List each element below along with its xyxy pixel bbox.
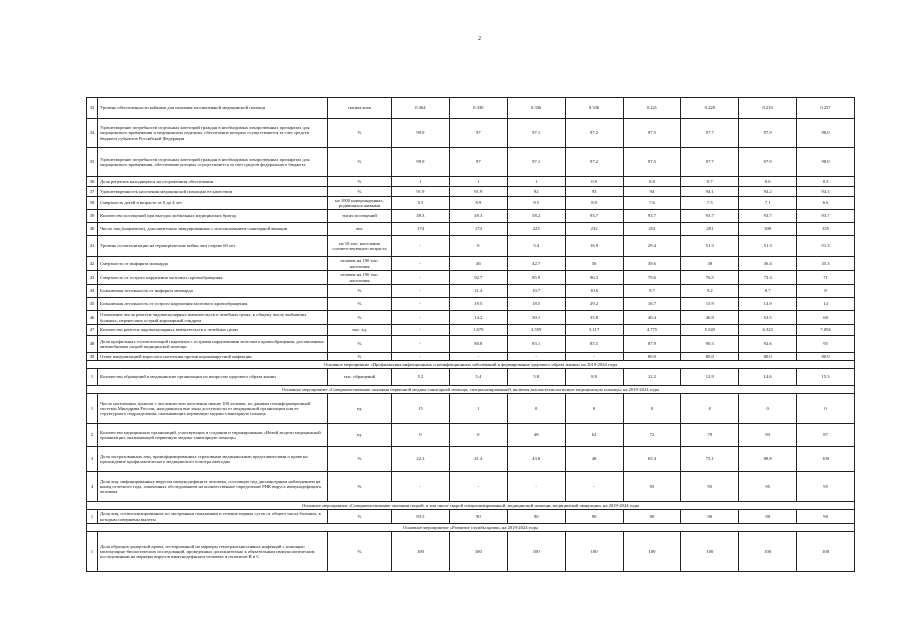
value-cell: 5.4: [507, 236, 565, 257]
table-row: [87, 236, 855, 257]
unit-of-measure: %: [328, 510, 392, 524]
unit-of-measure: ед.: [328, 394, 392, 424]
value-cell: 49.3: [392, 210, 450, 223]
unit-of-measure: тыс. ед.: [328, 325, 392, 336]
value-cell: 0: [507, 394, 565, 424]
value-cell: 49.3: [449, 210, 507, 223]
value-cell: 91.9: [392, 187, 450, 197]
value-cell: 100: [681, 532, 739, 572]
value-cell: -: [392, 325, 450, 336]
row-number: 49: [87, 353, 98, 361]
value-cell: 97.5: [623, 119, 681, 148]
value-cell: 7.094: [797, 325, 855, 336]
value-cell: 7.5: [681, 197, 739, 210]
value-cell: 94: [623, 187, 681, 197]
value-cell: 46.9: [681, 311, 739, 325]
value-cell: 97.9: [739, 119, 797, 148]
table-row: [87, 510, 855, 524]
indicator-name: Доля рецептов находящихся на отсроченном обеспечении: [98, 177, 328, 187]
value-cell: 75.1: [681, 447, 739, 472]
section-header-row: [87, 502, 855, 510]
table-row: [87, 353, 855, 361]
value-cell: 48: [507, 424, 565, 447]
value-cell: 88.8: [739, 447, 797, 472]
value-cell: 1: [449, 394, 507, 424]
indicator-name: Смертность от инфаркта миокарда: [98, 257, 328, 271]
value-cell: 93.7: [797, 210, 855, 223]
value-cell: 18.5: [507, 298, 565, 311]
value-cell: 90: [565, 510, 623, 524]
unit-of-measure: чел.: [328, 223, 392, 236]
value-cell: 4.775: [623, 325, 681, 336]
value-cell: 5.4: [449, 369, 507, 386]
row-number: 35: [87, 148, 98, 177]
value-cell: 93.7: [739, 210, 797, 223]
indicator-name: Число лиц (пациентов), дополнительно эвакуированных с использованием санитарной авиации: [98, 223, 328, 236]
value-cell: 97.1: [507, 119, 565, 148]
value-cell: 100: [392, 532, 450, 572]
indicator-name: Больничная летальность от инфаркта миокарда: [98, 285, 328, 298]
indicator-name: Доля профильных госпитализаций пациентов с острыми нарушениями мозгового кровообращения, доставленных автомобилями скорой медицинской помощи: [98, 336, 328, 353]
unit-of-measure: %: [328, 298, 392, 311]
value-cell: 79.6: [623, 271, 681, 285]
table-row: [87, 424, 855, 447]
value-cell: 96.3: [565, 271, 623, 285]
table-row: [87, 311, 855, 325]
table-row: [87, 119, 855, 148]
value-cell: 1: [507, 177, 565, 187]
value-cell: 80.0: [797, 353, 855, 361]
value-cell: 0: [449, 236, 507, 257]
row-number: 48: [87, 336, 98, 353]
row-number: 33: [87, 98, 98, 119]
row-number: 41: [87, 236, 98, 257]
value-cell: 7.6: [623, 197, 681, 210]
value-cell: 35.3: [797, 257, 855, 271]
table-row: [87, 472, 855, 502]
value-cell: 15: [392, 394, 450, 424]
value-cell: 1: [449, 177, 507, 187]
value-cell: 90: [449, 510, 507, 524]
table-row: [87, 223, 855, 236]
page-number: 2: [478, 36, 481, 42]
value-cell: 0: [449, 424, 507, 447]
value-cell: 174: [449, 223, 507, 236]
value-cell: 8.5: [507, 197, 565, 210]
value-cell: 0.228: [681, 98, 739, 119]
value-cell: 12.2: [623, 369, 681, 386]
value-cell: 56: [565, 257, 623, 271]
value-cell: -: [392, 298, 450, 311]
table-row: [87, 197, 855, 210]
table-row: [87, 187, 855, 197]
value-cell: 79: [681, 424, 739, 447]
row-number: 1: [87, 510, 98, 524]
indicator-name: Количество медицинских организаций, участвующих в создании и тиражировании «Новой модели медицинской организации, оказывающей первичную медико-санитарную помощь»: [98, 424, 328, 447]
section-header-row: [87, 524, 855, 532]
value-cell: 42.7: [507, 257, 565, 271]
table-row: [87, 325, 855, 336]
value-cell: 97.5: [623, 148, 681, 177]
value-cell: 97.9: [739, 148, 797, 177]
value-cell: 97.1: [507, 148, 565, 177]
value-cell: 36.4: [739, 257, 797, 271]
value-cell: 22.3: [392, 447, 450, 472]
value-cell: -: [449, 353, 507, 361]
unit-of-measure: %: [328, 447, 392, 472]
value-cell: 51.3: [681, 236, 739, 257]
value-cell: 97.7: [681, 119, 739, 148]
value-cell: -: [392, 271, 450, 285]
value-cell: 92: [507, 187, 565, 197]
table-row: [87, 98, 855, 119]
value-cell: 80.0: [623, 353, 681, 361]
table-row: [87, 394, 855, 424]
value-cell: 97.7: [681, 148, 739, 177]
value-cell: 83: [739, 424, 797, 447]
table-row: [87, 210, 855, 223]
value-cell: 93.7: [681, 210, 739, 223]
value-cell: 0.336: [507, 98, 565, 119]
row-number: 1: [87, 394, 98, 424]
indicator-name: Больничная летальность от острого нарушения мозгового кровообращения: [98, 298, 328, 311]
indicator-name: Удовлетворенность населения медицинской помощью ее качеством: [98, 187, 328, 197]
value-cell: -: [507, 472, 565, 502]
value-cell: 308: [739, 223, 797, 236]
indicator-name: Удовлетворение потребности отдельных категорий граждан в необходимых лекарственных препаратах для медицинского применения, обеспечение которых осуществляется за счет средств федерального бюджета: [98, 148, 328, 177]
value-cell: -: [392, 285, 450, 298]
indicator-name: Число населенных пунктов с численностью населения свыше 100 человек, по данным геоинформационной системы Минздрава России, находящихся вне зоны доступности от медицинской организации или ее структурного подразделения, оказывающих первичную медико-санитарную помощь: [98, 394, 328, 424]
value-cell: 100: [623, 532, 681, 572]
value-cell: 19.5: [449, 298, 507, 311]
value-cell: -: [392, 311, 450, 325]
table-row: [87, 257, 855, 271]
value-cell: 3.559: [507, 325, 565, 336]
value-cell: 10.6: [565, 285, 623, 298]
row-number: 42: [87, 257, 98, 271]
value-cell: 97: [449, 119, 507, 148]
value-cell: 62: [565, 424, 623, 447]
unit-of-measure: %: [328, 187, 392, 197]
value-cell: 8.9: [449, 197, 507, 210]
value-cell: 80.0: [681, 353, 739, 361]
value-cell: 98.0: [797, 119, 855, 148]
value-cell: 46: [449, 257, 507, 271]
value-cell: 8.7: [739, 285, 797, 298]
value-cell: 65.4: [623, 447, 681, 472]
value-cell: -: [565, 472, 623, 502]
value-cell: 97.2: [565, 119, 623, 148]
indicator-name: Смертность от острого нарушения мозгового кровообращения: [98, 271, 328, 285]
value-cell: 8.8: [565, 369, 623, 386]
row-number: 37: [87, 187, 98, 197]
row-number: 36: [87, 177, 98, 187]
value-cell: -: [392, 353, 450, 361]
value-cell: -: [449, 472, 507, 502]
value-cell: 29.2: [565, 298, 623, 311]
row-number: 38: [87, 197, 98, 210]
unit-of-measure: на 10 тыс. населения соответствующего возраста: [328, 236, 392, 257]
row-number: 40: [87, 223, 98, 236]
value-cell: 100: [507, 532, 565, 572]
value-cell: 16.7: [623, 298, 681, 311]
value-cell: 87: [797, 424, 855, 447]
value-cell: 100: [565, 532, 623, 572]
value-cell: 80.8: [449, 336, 507, 353]
value-cell: 0.221: [623, 98, 681, 119]
value-cell: 92.7: [449, 271, 507, 285]
value-cell: 90: [623, 510, 681, 524]
row-number: 44: [87, 285, 98, 298]
value-cell: 90: [739, 510, 797, 524]
value-cell: 15.9: [681, 298, 739, 311]
value-cell: 99.9: [392, 148, 450, 177]
value-cell: 93.7: [623, 210, 681, 223]
value-cell: 5.8: [507, 369, 565, 386]
value-cell: 100: [797, 532, 855, 572]
value-cell: 58.2: [507, 210, 565, 223]
value-cell: 0.9: [565, 177, 623, 187]
value-cell: 0.6: [739, 177, 797, 187]
value-cell: 8.0: [565, 197, 623, 210]
row-number: 4: [87, 472, 98, 502]
value-cell: 85.5: [565, 336, 623, 353]
indicator-name: Количество посещений при выездах мобильных медицинских бригад: [98, 210, 328, 223]
value-cell: 1: [392, 177, 450, 187]
indicator-name: Удовлетворение потребности отдельных категорий граждан в необходимых лекарственных препаратах для медицинского применения и медицинских изделиях, обеспечение которых осуществляется за счет средств бюджета субъектов Российской Федерации: [98, 119, 328, 148]
indicator-name: Количество рентген-эндоваскулярных вмешательств в лечебных целях: [98, 325, 328, 336]
value-cell: 43.8: [507, 447, 565, 472]
value-cell: 99.9: [392, 119, 450, 148]
value-cell: 0.237: [797, 98, 855, 119]
value-cell: 0.7: [681, 177, 739, 187]
value-cell: 281: [681, 223, 739, 236]
unit-of-measure: тысяч посещений: [328, 210, 392, 223]
value-cell: 15.3: [797, 369, 855, 386]
value-cell: 38: [681, 257, 739, 271]
value-cell: 174: [392, 223, 450, 236]
value-cell: 72: [623, 424, 681, 447]
value-cell: 335: [797, 223, 855, 236]
unit-of-measure: %: [328, 119, 392, 148]
indicator-name: Уровень госпитализации на гериатрические койки лиц старше 60 лет: [98, 236, 328, 257]
value-cell: 41.4: [449, 447, 507, 472]
value-cell: 83.1: [507, 336, 565, 353]
table-row: [87, 177, 855, 187]
value-cell: 5.117: [565, 325, 623, 336]
indicators-table-body: [87, 98, 855, 572]
value-cell: 14.6: [739, 369, 797, 386]
indicator-name: Доля застрахованных лиц, проинформированных страховыми медицинскими представителями о праве на прохождение профилактического медицинского осмотра ежегодно: [98, 447, 328, 472]
value-cell: -: [392, 472, 450, 502]
unit-of-measure: %: [328, 472, 392, 502]
value-cell: 232: [565, 223, 623, 236]
value-cell: 39.6: [623, 257, 681, 271]
value-cell: 223: [507, 223, 565, 236]
value-cell: 95: [739, 472, 797, 502]
indicator-name: Уровень обеспеченности койками для оказания паллиативной медицинской помощи: [98, 98, 328, 119]
value-cell: 95: [797, 336, 855, 353]
value-cell: 0.8: [623, 177, 681, 187]
value-cell: 94.3: [797, 187, 855, 197]
value-cell: 12.9: [681, 369, 739, 386]
indicator-name: Охват иммунизацией взрослого населения против коронавирусной инфекции: [98, 353, 328, 361]
value-cell: 35.8: [565, 311, 623, 325]
unit-of-measure: %: [328, 353, 392, 361]
row-number: 46: [87, 311, 98, 325]
value-cell: 14: [797, 298, 855, 311]
value-cell: 90: [507, 510, 565, 524]
value-cell: 90: [681, 510, 739, 524]
value-cell: 87.9: [623, 336, 681, 353]
unit-of-measure: человек на 100 тыс. населения: [328, 271, 392, 285]
indicators-table: [86, 97, 855, 572]
value-cell: 0: [681, 394, 739, 424]
value-cell: 11.4: [449, 285, 507, 298]
value-cell: 14.2: [449, 311, 507, 325]
value-cell: 51.3: [739, 236, 797, 257]
value-cell: 0.336: [565, 98, 623, 119]
section-title: Основное мероприятие «Совершенствование оказания скорой, в том числе скорой специализированной, медицинской помощи, медицинской эвакуации» на 2019-2024 годы: [87, 502, 855, 510]
value-cell: 92.6: [739, 336, 797, 353]
section-header-row: [87, 386, 855, 394]
row-number: 34: [87, 119, 98, 148]
value-cell: 0.364: [392, 98, 450, 119]
section-title: Основное мероприятие «Совершенствование оказания первичной медико-санитарной помощи, специализированной, включая высокотехнологичную медицинскую помощь» на 2019-2024 годы: [87, 386, 855, 394]
unit-of-measure: %: [328, 336, 392, 353]
value-cell: 93: [565, 187, 623, 197]
value-cell: 73.3: [739, 271, 797, 285]
value-cell: 48: [565, 447, 623, 472]
value-cell: 85.9: [507, 271, 565, 285]
indicator-name: Доля лиц, госпитализированных по экстренным показаниям в течение первых суток от общего числа больных, к которым совершены вылеты: [98, 510, 328, 524]
value-cell: 100: [797, 447, 855, 472]
unit-of-measure: ед.: [328, 424, 392, 447]
table-row: [87, 336, 855, 353]
value-cell: 29.4: [623, 236, 681, 257]
value-cell: 76.5: [681, 271, 739, 285]
value-cell: 16.9: [565, 236, 623, 257]
table-row: [87, 285, 855, 298]
value-cell: 93.7: [565, 210, 623, 223]
row-number: 1: [87, 532, 98, 572]
value-cell: 8: [797, 285, 855, 298]
value-cell: 0.330: [449, 98, 507, 119]
row-number: 47: [87, 325, 98, 336]
row-number: 39: [87, 210, 98, 223]
unit-of-measure: %: [328, 532, 392, 572]
row-number: 45: [87, 298, 98, 311]
unit-of-measure: %: [328, 177, 392, 187]
value-cell: 0: [739, 394, 797, 424]
value-cell: 97.2: [565, 148, 623, 177]
value-cell: 98.0: [797, 148, 855, 177]
table-row: [87, 148, 855, 177]
unit-of-measure: %: [328, 285, 392, 298]
value-cell: 91.9: [449, 187, 507, 197]
row-number: 2: [87, 424, 98, 447]
value-cell: 0: [623, 394, 681, 424]
value-cell: 97: [449, 148, 507, 177]
value-cell: 90: [797, 510, 855, 524]
row-number: 43: [87, 271, 98, 285]
unit-of-measure: на 1000 новорожденных, родившихся живыми: [328, 197, 392, 210]
row-number: 1: [87, 369, 98, 386]
table-row: [87, 298, 855, 311]
indicator-name: Смертность детей в возрасте от 0 до 4 лет: [98, 197, 328, 210]
value-cell: 83.5: [392, 510, 450, 524]
value-cell: -: [392, 336, 450, 353]
value-cell: 6.323: [739, 325, 797, 336]
value-cell: 1.679: [449, 325, 507, 336]
value-cell: 80.0: [739, 353, 797, 361]
value-cell: -: [392, 257, 450, 271]
value-cell: 94.1: [681, 187, 739, 197]
value-cell: 53.5: [739, 311, 797, 325]
indicator-name: Доля лиц, инфицированных вирусом иммунодефицита человека, состоящих под диспансерным наблюдением на конец отчетного года, охваченных обследованием на количественное определение РНК вируса иммунодефицита человека: [98, 472, 328, 502]
value-cell: 71: [797, 271, 855, 285]
value-cell: 0.233: [739, 98, 797, 119]
value-cell: 0: [565, 394, 623, 424]
value-cell: -: [392, 236, 450, 257]
indicator-name: Отношение числа рентген-эндоваскулярных вмешательств в лечебных целях, к общему числу выбывших больных, перенесших острый коронарный синдром: [98, 311, 328, 325]
value-cell: 95: [681, 472, 739, 502]
value-cell: -: [565, 353, 623, 361]
value-cell: 40.4: [623, 311, 681, 325]
value-cell: 9.7: [623, 285, 681, 298]
value-cell: 9.5: [392, 197, 450, 210]
unit-of-measure: человек на 100 тыс. населения: [328, 257, 392, 271]
value-cell: 0: [797, 394, 855, 424]
value-cell: 10.7: [507, 285, 565, 298]
value-cell: 5.549: [681, 325, 739, 336]
indicator-name: Количество обращений в медицинские организации по вопросам здорового образа жизни: [98, 369, 328, 386]
section-title: Основное мероприятие «Развитие службы крови» на 2019-2024 годы: [87, 524, 855, 532]
section-title: Основное мероприятие «Профилактика инфекционных и неинфекционных заболеваний и формирование здорового образа жизни» на 2019-2024 годы: [87, 361, 855, 369]
value-cell: 30.1: [507, 311, 565, 325]
value-cell: 100: [739, 532, 797, 572]
value-cell: 7.1: [739, 197, 797, 210]
value-cell: 51.3: [797, 236, 855, 257]
table-row: [87, 447, 855, 472]
value-cell: 14.9: [739, 298, 797, 311]
unit-of-measure: %: [328, 311, 392, 325]
value-cell: 6.6: [797, 197, 855, 210]
table-row: [87, 271, 855, 285]
value-cell: 5.2: [392, 369, 450, 386]
value-cell: 0: [392, 424, 450, 447]
value-cell: 60: [797, 311, 855, 325]
table-row: [87, 532, 855, 572]
value-cell: 9.2: [681, 285, 739, 298]
table-row: [87, 369, 855, 386]
value-cell: 95: [623, 472, 681, 502]
unit-of-measure: тысяча коек: [328, 98, 392, 119]
value-cell: 100: [449, 532, 507, 572]
value-cell: 94.2: [739, 187, 797, 197]
row-number: 3: [87, 447, 98, 472]
value-cell: 95: [797, 472, 855, 502]
unit-of-measure: тыс. обращений: [328, 369, 392, 386]
value-cell: 0.5: [797, 177, 855, 187]
unit-of-measure: %: [328, 148, 392, 177]
indicator-name: Доля образцов донорской крови, тестированной на маркеры гемотрансмиссивных инфекций с помощью молекулярно-биологических исследований, проведенных дополнительно к обязательным иммунологическим исследованиям на маркеры вирусов иммунодефицита человека и гепатитов В и С: [98, 532, 328, 572]
value-cell: -: [507, 353, 565, 361]
value-cell: 252: [623, 223, 681, 236]
section-header-row: [87, 361, 855, 369]
value-cell: 90.3: [681, 336, 739, 353]
